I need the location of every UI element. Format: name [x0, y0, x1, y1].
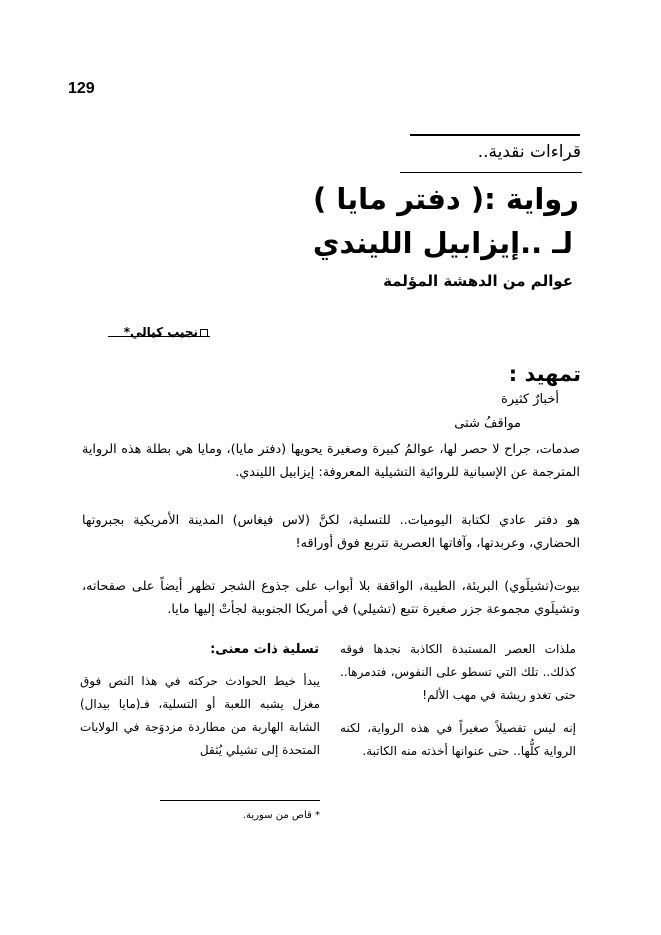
section-underline: [400, 172, 582, 173]
column-paragraph: إنه ليس تفصيلاً صغيراً في هذه الرواية، لكنه الرواية كلُّها.. حتى عنوانها أخذته منه الكاتبة.: [340, 721, 576, 758]
column-paragraph: ملذات العصر المستبدة الكاذبة نجدها فوقه كذلك.. تلك التي تسطو على النفوس، فتدمرها.. حتى تغدو ريشة في مهب الألم!: [340, 642, 576, 702]
intro-poem-line-1: أخبارٌ كثيرة: [501, 392, 559, 407]
title-line-2: لـ ..إيزابيل الليندي: [312, 226, 573, 260]
footnote: * قاص من سورية.: [242, 810, 320, 821]
intro-paragraph: صدمات، جراح لا حصر لها، عوالمُ كبيرة وصغيرة يحويها (دفتر مايا)، ومايا هي بطلة هذه الرواية المترجمة عن الإسبانية للروائية التشيلية المعروفة: إيزابيل الليندي.: [82, 442, 580, 480]
intro-paragraph: بيوت(تشيلَوي) البريئة، الطيبة، الواقفة بلا أبواب على جذوع الشجر تظهر أيضاً على صفحاته، وتشيلَوي مجموعة جزر صغيرة تتبع (تشيلي) في أمريكا الجنوبية لجأتْ إليها مايا.: [82, 579, 580, 617]
left-column-heading: تسلية ذات معنى:: [210, 642, 319, 657]
title-line-1: رواية :( دفتر مايا ): [313, 182, 579, 216]
intro-poem-line-2: مواقفُ شتى: [454, 416, 521, 431]
author-name: نجيب كيالي*: [123, 325, 198, 339]
section-top-rule: [410, 134, 580, 136]
left-column-paragraph: يبدأ خيط الحوادث حركته في هذا النص فوق مغزل يشبه اللعبة أو التسلية، فـ(مايا بيدال) الشابة الهاربة من مطاردة مزدوَجة في الولايات المتحدة إلى تشيلي يُثقل: [80, 674, 320, 757]
right-column: [340, 638, 576, 773]
subtitle: عوالم من الدهشة المؤلمة: [383, 272, 573, 290]
section-label: قراءات نقدية..: [477, 142, 581, 162]
author-underline: [108, 336, 210, 337]
page-number: 129: [68, 80, 95, 97]
footnote-rule: [160, 800, 320, 801]
intro-paragraph: هو دفتر عادي لكتابة اليوميات.. للتسلية، لكنَّ (لاس فيغاس) المدينة الأمريكية بجبروتها الحضاري، وعربدتها، وآفاتها العصرية تتربع فوق أوراقه!: [82, 513, 580, 551]
author-byline: [108, 322, 210, 344]
intro-heading: تمهيد :: [508, 362, 581, 386]
